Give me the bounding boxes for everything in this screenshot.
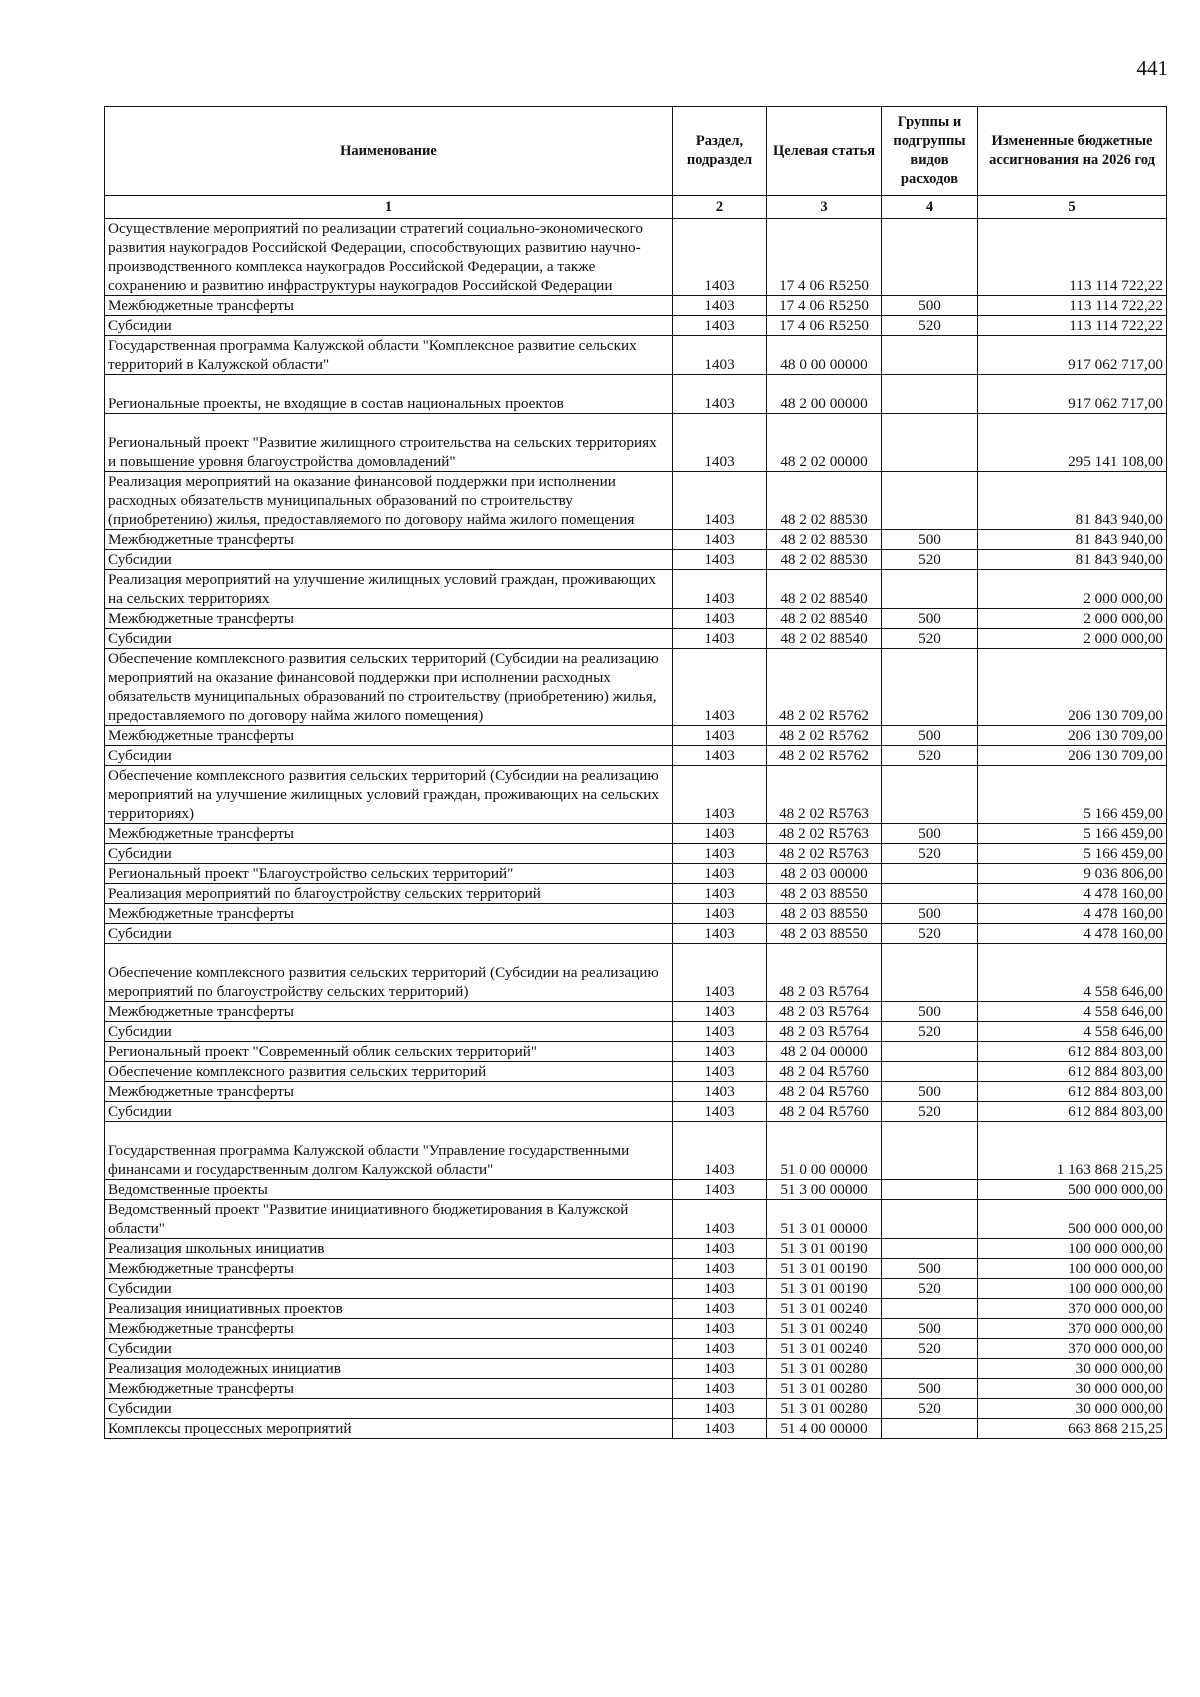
table-body	[105, 219, 1167, 1439]
table-row	[105, 824, 1167, 844]
row-section: 1403	[673, 649, 767, 726]
row-section: 1403	[673, 1180, 767, 1200]
row-article: 51 3 01 00000	[767, 1200, 882, 1239]
table-row	[105, 1180, 1167, 1200]
row-name: Реализация мероприятий на оказание финансовой поддержки при исполнении расходных обязательств муниципальных образований по строительству (приобретению) жилья, предоставляемого по договору найма жилого помещения	[105, 472, 673, 530]
row-group: 500	[882, 609, 978, 629]
row-section: 1403	[673, 1319, 767, 1339]
row-group: 500	[882, 1259, 978, 1279]
table-row	[105, 1082, 1167, 1102]
table-row	[105, 609, 1167, 629]
row-group: 520	[882, 550, 978, 570]
row-article: 51 0 00 00000	[767, 1122, 882, 1180]
table-row	[105, 1399, 1167, 1419]
row-section: 1403	[673, 1339, 767, 1359]
table-row	[105, 1042, 1167, 1062]
row-article: 48 2 02 R5763	[767, 766, 882, 824]
row-name: Осуществление мероприятий по реализации стратегий социально-экономического развития наукоградов Российской Федерации, способствующих развитию научно-производственного комплекса наукоградов Российской Федерации, а также сохранению и развитию инфраструктуры наукоградов Российской Федерации	[105, 219, 673, 296]
row-section: 1403	[673, 1122, 767, 1180]
row-section: 1403	[673, 1082, 767, 1102]
row-name: Субсидии	[105, 629, 673, 649]
row-article: 48 2 04 R5760	[767, 1102, 882, 1122]
row-article: 48 2 02 88540	[767, 609, 882, 629]
row-group	[882, 570, 978, 609]
row-name: Субсидии	[105, 844, 673, 864]
row-article: 48 2 03 88550	[767, 924, 882, 944]
row-article: 48 0 00 00000	[767, 336, 882, 375]
row-group: 520	[882, 316, 978, 336]
row-article: 51 3 01 00190	[767, 1239, 882, 1259]
table-row	[105, 375, 1167, 414]
row-article: 48 2 02 88530	[767, 530, 882, 550]
table-row	[105, 649, 1167, 726]
row-section: 1403	[673, 530, 767, 550]
row-group: 500	[882, 530, 978, 550]
row-name: Межбюджетные трансферты	[105, 1259, 673, 1279]
row-section: 1403	[673, 944, 767, 1002]
row-amount: 612 884 803,00	[978, 1102, 1167, 1122]
table-row	[105, 1102, 1167, 1122]
row-amount: 30 000 000,00	[978, 1379, 1167, 1399]
table-row	[105, 296, 1167, 316]
table-row	[105, 414, 1167, 472]
table-row	[105, 1122, 1167, 1180]
row-article: 51 3 01 00280	[767, 1359, 882, 1379]
row-group	[882, 472, 978, 530]
row-group: 500	[882, 1379, 978, 1399]
row-name: Межбюджетные трансферты	[105, 726, 673, 746]
row-section: 1403	[673, 1200, 767, 1239]
row-article: 48 2 04 00000	[767, 1042, 882, 1062]
row-article: 48 2 02 88540	[767, 570, 882, 609]
row-amount: 612 884 803,00	[978, 1042, 1167, 1062]
row-group	[882, 375, 978, 414]
row-name: Субсидии	[105, 1102, 673, 1122]
table-row	[105, 336, 1167, 375]
row-section: 1403	[673, 924, 767, 944]
row-section: 1403	[673, 570, 767, 609]
row-amount: 5 166 459,00	[978, 766, 1167, 824]
row-amount: 81 843 940,00	[978, 472, 1167, 530]
row-amount: 612 884 803,00	[978, 1062, 1167, 1082]
table-row	[105, 1239, 1167, 1259]
row-amount: 370 000 000,00	[978, 1299, 1167, 1319]
row-name: Межбюджетные трансферты	[105, 824, 673, 844]
row-amount: 917 062 717,00	[978, 336, 1167, 375]
header-name: Наименование	[105, 107, 673, 196]
row-amount: 81 843 940,00	[978, 550, 1167, 570]
row-article: 17 4 06 R5250	[767, 219, 882, 296]
row-name: Межбюджетные трансферты	[105, 1082, 673, 1102]
row-amount: 295 141 108,00	[978, 414, 1167, 472]
row-article: 51 3 01 00190	[767, 1259, 882, 1279]
table-row	[105, 904, 1167, 924]
row-group	[882, 336, 978, 375]
row-name: Межбюджетные трансферты	[105, 296, 673, 316]
table-header	[105, 107, 1167, 219]
row-amount: 2 000 000,00	[978, 629, 1167, 649]
row-article: 48 2 03 88550	[767, 884, 882, 904]
row-group	[882, 1359, 978, 1379]
row-article: 48 2 02 88530	[767, 472, 882, 530]
row-amount: 4 558 646,00	[978, 1022, 1167, 1042]
row-name: Субсидии	[105, 550, 673, 570]
header-section: Раздел, подраздел	[673, 107, 767, 196]
table-row	[105, 944, 1167, 1002]
row-article: 51 3 01 00190	[767, 1279, 882, 1299]
row-group: 520	[882, 746, 978, 766]
row-section: 1403	[673, 1022, 767, 1042]
row-name: Реализация мероприятий по благоустройству сельских территорий	[105, 884, 673, 904]
table-row	[105, 924, 1167, 944]
table-row	[105, 746, 1167, 766]
header-article: Целевая статья	[767, 107, 882, 196]
row-name: Региональный проект "Современный облик сельских территорий"	[105, 1042, 673, 1062]
row-group: 520	[882, 1022, 978, 1042]
row-section: 1403	[673, 864, 767, 884]
row-amount: 4 478 160,00	[978, 904, 1167, 924]
row-section: 1403	[673, 824, 767, 844]
row-section: 1403	[673, 904, 767, 924]
row-amount: 113 114 722,22	[978, 296, 1167, 316]
row-group: 500	[882, 1002, 978, 1022]
row-name: Региональный проект "Благоустройство сельских территорий"	[105, 864, 673, 884]
row-name: Реализация мероприятий на улучшение жилищных условий граждан, проживающих на сельских территориях	[105, 570, 673, 609]
row-amount: 4 478 160,00	[978, 924, 1167, 944]
row-section: 1403	[673, 472, 767, 530]
row-name: Обеспечение комплексного развития сельских территорий	[105, 1062, 673, 1082]
row-article: 48 2 02 R5762	[767, 746, 882, 766]
row-section: 1403	[673, 1259, 767, 1279]
row-section: 1403	[673, 1042, 767, 1062]
table-row	[105, 629, 1167, 649]
row-group: 500	[882, 1319, 978, 1339]
row-name: Субсидии	[105, 1279, 673, 1299]
header-num-3: 3	[767, 196, 882, 219]
row-article: 48 2 04 R5760	[767, 1082, 882, 1102]
row-amount: 5 166 459,00	[978, 824, 1167, 844]
table-row	[105, 550, 1167, 570]
row-group	[882, 1122, 978, 1180]
row-name: Комплексы процессных мероприятий	[105, 1419, 673, 1439]
table-row	[105, 844, 1167, 864]
row-amount: 917 062 717,00	[978, 375, 1167, 414]
row-amount: 5 166 459,00	[978, 844, 1167, 864]
row-amount: 2 000 000,00	[978, 609, 1167, 629]
row-section: 1403	[673, 1002, 767, 1022]
row-group: 520	[882, 629, 978, 649]
row-name: Межбюджетные трансферты	[105, 1379, 673, 1399]
row-name: Межбюджетные трансферты	[105, 1002, 673, 1022]
header-num-5: 5	[978, 196, 1167, 219]
table-row	[105, 1002, 1167, 1022]
row-article: 48 2 00 00000	[767, 375, 882, 414]
table-row	[105, 316, 1167, 336]
row-group: 500	[882, 726, 978, 746]
row-section: 1403	[673, 1062, 767, 1082]
row-article: 48 2 02 R5763	[767, 824, 882, 844]
row-amount: 113 114 722,22	[978, 316, 1167, 336]
row-group: 520	[882, 1279, 978, 1299]
row-amount: 663 868 215,25	[978, 1419, 1167, 1439]
row-group: 500	[882, 824, 978, 844]
row-name: Ведомственный проект "Развитие инициативного бюджетирования в Калужской области"	[105, 1200, 673, 1239]
row-article: 48 2 02 R5762	[767, 649, 882, 726]
row-group: 520	[882, 1399, 978, 1419]
row-section: 1403	[673, 609, 767, 629]
table-row	[105, 530, 1167, 550]
table-row	[105, 726, 1167, 746]
row-amount: 9 036 806,00	[978, 864, 1167, 884]
row-article: 48 2 03 00000	[767, 864, 882, 884]
row-article: 48 2 03 R5764	[767, 944, 882, 1002]
row-group	[882, 884, 978, 904]
row-section: 1403	[673, 316, 767, 336]
row-article: 48 2 02 R5763	[767, 844, 882, 864]
row-group	[882, 1062, 978, 1082]
row-article: 48 2 03 R5764	[767, 1022, 882, 1042]
row-group: 500	[882, 904, 978, 924]
row-group	[882, 649, 978, 726]
row-name: Ведомственные проекты	[105, 1180, 673, 1200]
row-amount: 370 000 000,00	[978, 1319, 1167, 1339]
row-group	[882, 414, 978, 472]
row-name: Межбюджетные трансферты	[105, 530, 673, 550]
row-amount: 2 000 000,00	[978, 570, 1167, 609]
row-section: 1403	[673, 375, 767, 414]
row-name: Реализация инициативных проектов	[105, 1299, 673, 1319]
table-row	[105, 570, 1167, 609]
row-article: 48 2 04 R5760	[767, 1062, 882, 1082]
row-amount: 100 000 000,00	[978, 1259, 1167, 1279]
row-section: 1403	[673, 414, 767, 472]
row-group	[882, 1180, 978, 1200]
row-amount: 206 130 709,00	[978, 746, 1167, 766]
row-amount: 4 558 646,00	[978, 944, 1167, 1002]
table-row	[105, 766, 1167, 824]
table-row	[105, 884, 1167, 904]
row-amount: 500 000 000,00	[978, 1200, 1167, 1239]
row-amount: 100 000 000,00	[978, 1279, 1167, 1299]
table-row	[105, 1259, 1167, 1279]
row-article: 51 4 00 00000	[767, 1419, 882, 1439]
row-section: 1403	[673, 1359, 767, 1379]
row-name: Обеспечение комплексного развития сельских территорий (Субсидии на реализацию мероприятий по благоустройству сельских территорий)	[105, 944, 673, 1002]
row-group	[882, 864, 978, 884]
row-section: 1403	[673, 219, 767, 296]
row-section: 1403	[673, 1279, 767, 1299]
row-amount: 81 843 940,00	[978, 530, 1167, 550]
row-name: Субсидии	[105, 746, 673, 766]
table-row	[105, 1062, 1167, 1082]
row-group	[882, 766, 978, 824]
row-section: 1403	[673, 296, 767, 316]
row-amount: 30 000 000,00	[978, 1359, 1167, 1379]
row-section: 1403	[673, 550, 767, 570]
row-name: Субсидии	[105, 924, 673, 944]
row-group: 500	[882, 1082, 978, 1102]
table-row	[105, 1419, 1167, 1439]
row-amount: 30 000 000,00	[978, 1399, 1167, 1419]
table-row	[105, 1379, 1167, 1399]
row-group: 520	[882, 1339, 978, 1359]
row-section: 1403	[673, 336, 767, 375]
table-row	[105, 1299, 1167, 1319]
row-article: 48 2 02 R5762	[767, 726, 882, 746]
row-group	[882, 944, 978, 1002]
row-name: Реализация школьных инициатив	[105, 1239, 673, 1259]
row-group	[882, 1042, 978, 1062]
header-num-4: 4	[882, 196, 978, 219]
header-group: Группы и подгруппы видов расходов	[882, 107, 978, 196]
row-name: Обеспечение комплексного развития сельских территорий (Субсидии на реализацию мероприятий на оказание финансовой поддержки при исполнении расходных обязательств муниципальных образований по строительству (приобретению) жилья, предоставляемого по договору найма жилого помещения)	[105, 649, 673, 726]
row-name: Реализация молодежных инициатив	[105, 1359, 673, 1379]
table-row	[105, 472, 1167, 530]
row-amount: 370 000 000,00	[978, 1339, 1167, 1359]
row-article: 48 2 02 88540	[767, 629, 882, 649]
row-name: Субсидии	[105, 1022, 673, 1042]
row-article: 51 3 01 00240	[767, 1299, 882, 1319]
row-section: 1403	[673, 746, 767, 766]
table-row	[105, 1339, 1167, 1359]
table-row	[105, 1319, 1167, 1339]
row-section: 1403	[673, 766, 767, 824]
row-article: 17 4 06 R5250	[767, 316, 882, 336]
row-name: Государственная программа Калужской области "Управление государственными финансами и государственным долгом Калужской области"	[105, 1122, 673, 1180]
row-section: 1403	[673, 1102, 767, 1122]
row-section: 1403	[673, 1299, 767, 1319]
row-amount: 113 114 722,22	[978, 219, 1167, 296]
header-num-2: 2	[673, 196, 767, 219]
row-name: Государственная программа Калужской области "Комплексное развитие сельских территорий в Калужской области"	[105, 336, 673, 375]
row-article: 48 2 02 88530	[767, 550, 882, 570]
row-article: 51 3 01 00280	[767, 1399, 882, 1419]
row-group	[882, 1299, 978, 1319]
table-row	[105, 1200, 1167, 1239]
table-row	[105, 864, 1167, 884]
row-group: 520	[882, 844, 978, 864]
budget-table	[104, 106, 1167, 1439]
row-section: 1403	[673, 844, 767, 864]
row-name: Региональные проекты, не входящие в состав национальных проектов	[105, 375, 673, 414]
row-amount: 4 558 646,00	[978, 1002, 1167, 1022]
row-section: 1403	[673, 1419, 767, 1439]
row-article: 51 3 01 00240	[767, 1339, 882, 1359]
row-section: 1403	[673, 884, 767, 904]
row-amount: 4 478 160,00	[978, 884, 1167, 904]
row-name: Субсидии	[105, 1339, 673, 1359]
row-article: 48 2 03 R5764	[767, 1002, 882, 1022]
row-amount: 1 163 868 215,25	[978, 1122, 1167, 1180]
row-name: Межбюджетные трансферты	[105, 1319, 673, 1339]
row-group: 500	[882, 296, 978, 316]
row-name: Региональный проект "Развитие жилищного строительства на сельских территориях и повышение уровня благоустройства домовладений"	[105, 414, 673, 472]
row-group	[882, 1419, 978, 1439]
row-group	[882, 219, 978, 296]
row-article: 48 2 02 00000	[767, 414, 882, 472]
row-article: 17 4 06 R5250	[767, 296, 882, 316]
row-name: Обеспечение комплексного развития сельских территорий (Субсидии на реализацию мероприятий на улучшение жилищных условий граждан, проживающих на сельских территориях)	[105, 766, 673, 824]
row-name: Межбюджетные трансферты	[105, 904, 673, 924]
page-number: 441	[1136, 56, 1168, 80]
row-section: 1403	[673, 726, 767, 746]
header-num-1: 1	[105, 196, 673, 219]
row-article: 51 3 01 00280	[767, 1379, 882, 1399]
row-amount: 500 000 000,00	[978, 1180, 1167, 1200]
row-group: 520	[882, 924, 978, 944]
row-section: 1403	[673, 1239, 767, 1259]
row-group	[882, 1200, 978, 1239]
row-group	[882, 1239, 978, 1259]
row-article: 51 3 01 00240	[767, 1319, 882, 1339]
row-section: 1403	[673, 629, 767, 649]
row-section: 1403	[673, 1399, 767, 1419]
row-amount: 100 000 000,00	[978, 1239, 1167, 1259]
row-name: Субсидии	[105, 316, 673, 336]
row-amount: 612 884 803,00	[978, 1082, 1167, 1102]
row-article: 48 2 03 88550	[767, 904, 882, 924]
row-group: 520	[882, 1102, 978, 1122]
row-section: 1403	[673, 1379, 767, 1399]
table-row	[105, 1359, 1167, 1379]
table-row	[105, 219, 1167, 296]
row-amount: 206 130 709,00	[978, 649, 1167, 726]
header-amount: Измененные бюджетные ассигнования на 2026 год	[978, 107, 1167, 196]
row-name: Субсидии	[105, 1399, 673, 1419]
table-row	[105, 1022, 1167, 1042]
table-row	[105, 1279, 1167, 1299]
row-name: Межбюджетные трансферты	[105, 609, 673, 629]
row-amount: 206 130 709,00	[978, 726, 1167, 746]
row-article: 51 3 00 00000	[767, 1180, 882, 1200]
